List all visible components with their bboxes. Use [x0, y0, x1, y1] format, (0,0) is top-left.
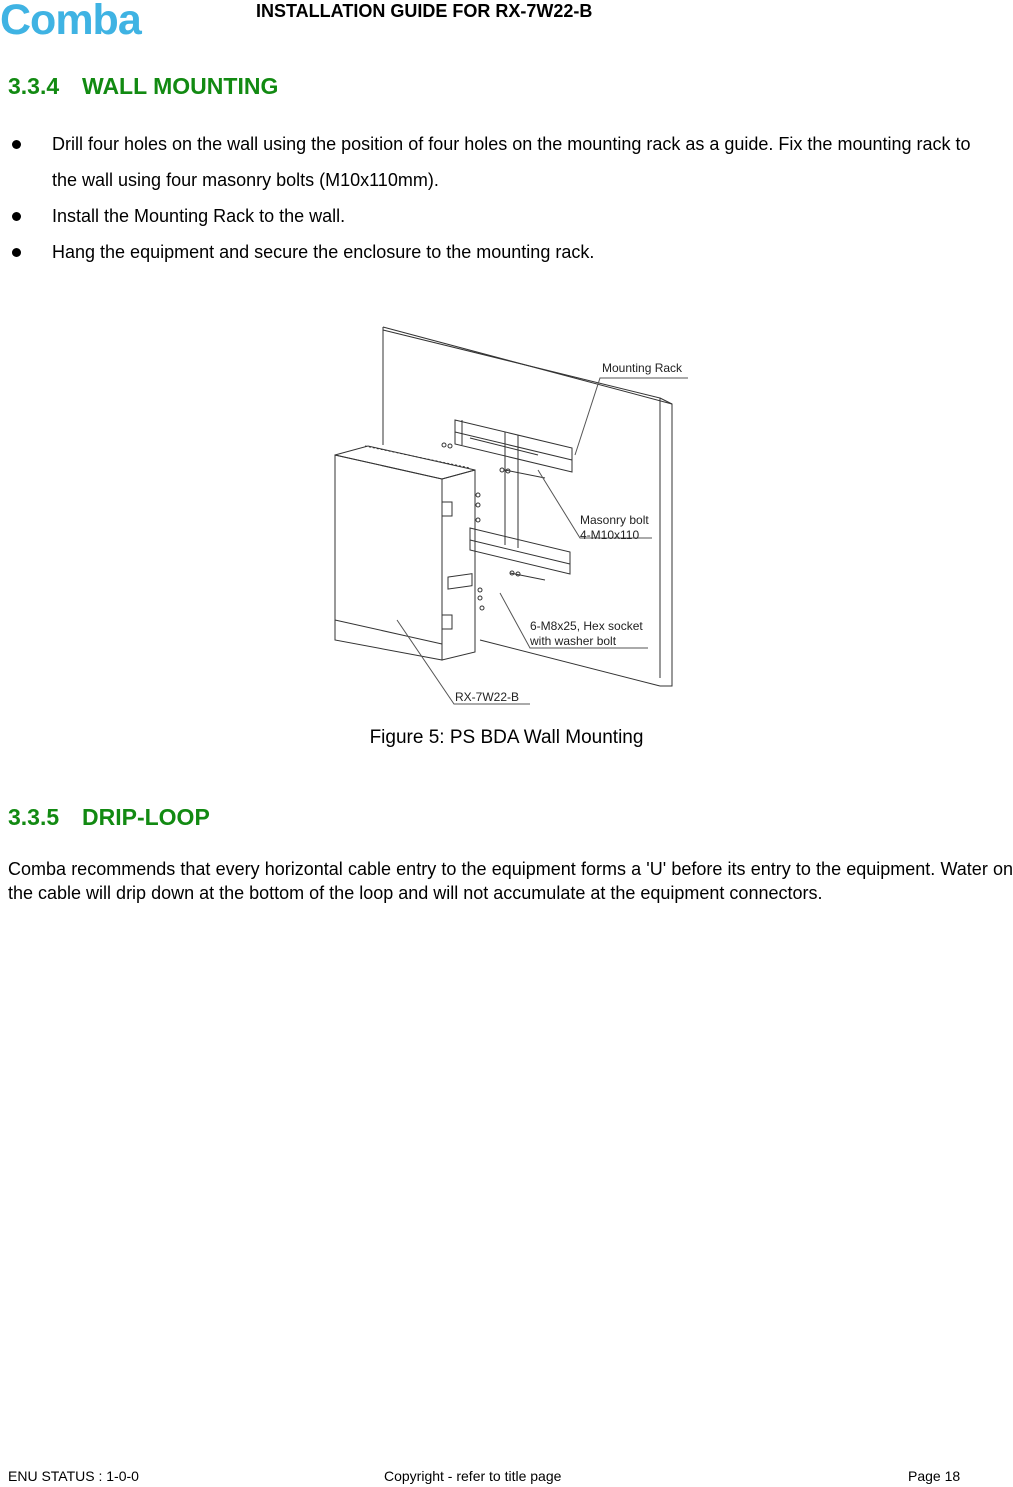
section-3-3-5-heading: [8, 804, 210, 831]
comba-logo: [0, 0, 185, 42]
section-title: WALL MOUNTING: [82, 73, 279, 99]
figure-caption: Figure 5: PS BDA Wall Mounting: [369, 727, 644, 748]
svg-text:Comba: Comba: [0, 0, 141, 42]
document-header-title: INSTALLATION GUIDE FOR RX-7W22-B: [256, 1, 593, 21]
wall-mounting-diagram: [320, 300, 700, 712]
section-number: 3.3.5: [8, 804, 60, 830]
bullet-icon: [12, 140, 21, 149]
footer-page-number: Page 18: [908, 1468, 961, 1484]
label-mounting-rack: Mounting Rack: [602, 361, 683, 375]
rx-7w22-b-enclosure: [335, 446, 484, 660]
label-masonry-bolt-size: 4-M10x110: [580, 528, 640, 542]
footer-status: ENU STATUS : 1-0-0: [8, 1468, 139, 1484]
list-item: Install the Mounting Rack to the wall.: [8, 198, 998, 234]
label-hex-bolt: 6-M8x25, Hex socket: [530, 619, 643, 633]
instruction-list: [8, 126, 998, 270]
label-device: RX-7W22-B: [455, 690, 520, 704]
section-3-3-4-heading: [8, 73, 278, 100]
label-leaders: [397, 378, 688, 704]
list-item: Drill four holes on the wall using the position of four holes on the mounting rack as a guide. Fix the mounting rack to the wall using four masonry bolts (M10x110mm).: [8, 126, 998, 198]
footer-copyright: Copyright - refer to title page: [384, 1468, 562, 1484]
bullet-icon: [12, 248, 21, 257]
label-hex-bolt-washer: with washer bolt: [530, 634, 617, 648]
section-number: 3.3.4: [8, 73, 60, 99]
section-title: DRIP-LOOP: [82, 804, 210, 830]
bullet-icon: [12, 212, 21, 221]
list-item: Hang the equipment and secure the enclosure to the mounting rack.: [8, 234, 998, 270]
drip-loop-paragraph: Comba recommends that every horizontal cable entry to the equipment forms a 'U' before its entry to the equipment. Water on the cable will drip down at the bottom of the loop and will not accumulate at the equipment connectors.: [8, 859, 1013, 903]
mounting-rack-illustration: [442, 420, 572, 580]
label-masonry-bolt: Masonry bolt: [580, 513, 649, 527]
